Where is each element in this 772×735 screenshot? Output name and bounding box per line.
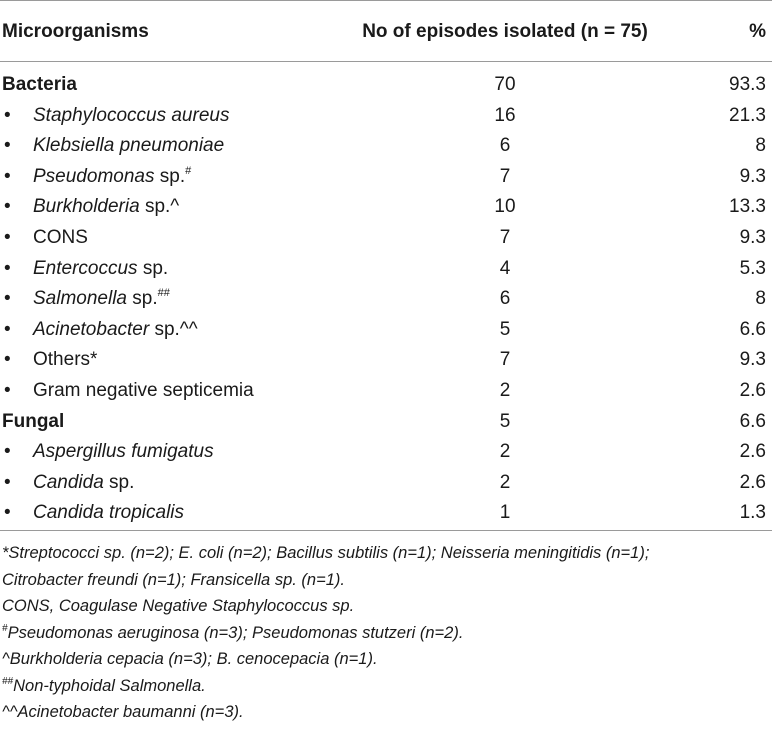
organism-name <box>33 436 214 467</box>
organism-name <box>33 314 198 345</box>
bullet-icon: • <box>4 257 11 279</box>
text-segment: # <box>2 622 8 634</box>
table-row <box>0 497 772 528</box>
episode-count: 2 <box>499 471 511 493</box>
episode-count: 5 <box>499 410 511 432</box>
table-row <box>0 100 772 131</box>
table-row <box>0 222 772 253</box>
episode-count: 7 <box>499 227 511 248</box>
percent-value: 2.6 <box>739 471 766 493</box>
text-segment: Staphylococcus aureus <box>33 104 230 126</box>
text-segment: Candida tropicalis <box>33 502 185 524</box>
organism-name <box>33 375 254 406</box>
episode-count: 16 <box>494 104 516 126</box>
text-segment: # <box>185 164 192 177</box>
table-row <box>0 436 772 467</box>
text-segment: ^Burkholderia cepacia (n=3); B. cenocepacia (n=1). <box>2 650 378 668</box>
table-row <box>0 283 772 314</box>
organism-name <box>33 344 97 375</box>
text-segment: Aspergillus fumigatus <box>33 441 214 463</box>
bullet-icon: • <box>4 349 11 371</box>
text-segment: Burkholderia <box>33 196 140 218</box>
table-row <box>0 314 772 345</box>
bullet-icon: • <box>4 227 11 248</box>
percent-value: 8 <box>755 288 766 310</box>
episode-count: 2 <box>499 380 511 401</box>
table-row <box>0 344 772 375</box>
organism-name <box>33 191 179 222</box>
bullet-icon: • <box>4 104 11 126</box>
text-segment: sp.^^ <box>149 318 198 340</box>
text-segment: ## <box>157 287 170 300</box>
percent-value: 2.6 <box>739 441 766 463</box>
table-row <box>0 467 772 498</box>
bullet-icon: • <box>4 135 11 157</box>
percent-value: 5.3 <box>739 257 766 279</box>
text-segment: ## <box>2 675 14 687</box>
table-row <box>0 253 772 284</box>
text-segment: Gram negative septicemia <box>33 380 254 401</box>
text-segment: Pseudomonas aeruginosa (n=3); Pseudomonas stutzeri (n=2). <box>7 623 464 642</box>
footnote-line <box>2 567 770 594</box>
percent-value: 6.6 <box>739 318 766 340</box>
footnote-line <box>2 593 770 620</box>
episode-count: 5 <box>499 318 511 340</box>
episode-count: 6 <box>499 135 511 157</box>
text-segment: sp. <box>127 288 158 310</box>
percent-value: 93.3 <box>729 74 766 95</box>
header-episodes: No of episodes isolated (n = 75) <box>362 21 648 42</box>
table-row <box>0 191 772 222</box>
text-segment: Entercoccus <box>33 257 138 279</box>
text-segment: sp.^ <box>139 196 180 218</box>
text-segment: Acinetobacter <box>33 318 150 340</box>
organism-name <box>33 283 170 314</box>
percent-value: 6.6 <box>739 410 766 432</box>
episode-count: 1 <box>499 502 511 524</box>
group-name <box>2 69 77 100</box>
bullet-icon: • <box>4 288 11 310</box>
header-percent: % <box>749 21 766 42</box>
group-name <box>2 406 64 437</box>
percent-value: 21.3 <box>729 104 766 126</box>
percent-value: 1.3 <box>739 502 766 524</box>
footnote-line <box>2 620 770 647</box>
group-row <box>0 406 772 437</box>
footnote-line <box>2 699 770 726</box>
bullet-icon: • <box>4 165 11 187</box>
text-segment: Others* <box>33 349 98 371</box>
text-segment: Candida <box>33 471 104 493</box>
text-segment: sp. <box>103 471 135 493</box>
text-segment: CONS, Coagulase Negative Staphylococcus sp. <box>2 597 355 615</box>
organism-name <box>33 497 184 528</box>
organism-name <box>33 467 134 498</box>
episode-count: 10 <box>494 196 516 218</box>
group-row <box>0 69 772 100</box>
table-row <box>0 130 772 161</box>
bullet-icon: • <box>4 318 11 340</box>
bullet-icon: • <box>4 502 11 524</box>
header-rule <box>0 61 772 62</box>
text-segment: Pseudomonas <box>33 165 155 187</box>
text-segment: Fungal <box>2 410 65 432</box>
bullet-icon: • <box>4 380 11 401</box>
header-organisms: Microorganisms <box>2 21 149 42</box>
bullet-icon: • <box>4 471 11 493</box>
text-segment: sp. <box>137 257 169 279</box>
footnote-line <box>2 540 770 567</box>
episode-count: 6 <box>499 288 511 310</box>
table-row <box>0 161 772 192</box>
text-segment: ^^Acinetobacter baumanni (n=3). <box>2 703 244 721</box>
header-row <box>0 16 772 47</box>
bullet-icon: • <box>4 196 11 218</box>
percent-value: 2.6 <box>739 380 766 401</box>
text-segment: Citrobacter freundi (n=1); Fransicella sp. (n=1). <box>2 570 345 589</box>
percent-value: 9.3 <box>739 349 766 371</box>
top-rule <box>0 0 772 1</box>
text-segment: *Streptococci sp. (n=2); E. coli (n=2); Bacillus subtilis (n=1); Neisseria meningitidis (n=1); <box>2 544 650 562</box>
episode-count: 7 <box>499 165 511 187</box>
percent-value: 13.3 <box>729 196 766 218</box>
footnote-line <box>2 673 770 700</box>
text-segment: CONS <box>33 227 88 248</box>
episode-count: 70 <box>494 74 516 95</box>
organism-name <box>33 222 88 253</box>
organism-name <box>33 100 229 131</box>
percent-value: 9.3 <box>739 165 766 187</box>
text-segment: sp. <box>154 165 186 187</box>
organism-name <box>33 130 224 161</box>
episode-count: 7 <box>499 349 511 371</box>
organism-name <box>33 161 191 192</box>
text-segment: Non-typhoidal Salmonella. <box>13 676 206 695</box>
percent-value: 8 <box>755 135 766 157</box>
footnotes <box>2 540 770 726</box>
footnote-line <box>2 646 770 673</box>
episode-count: 4 <box>499 257 511 279</box>
percent-value: 9.3 <box>739 227 766 248</box>
text-segment: Salmonella <box>33 288 127 310</box>
episode-count: 2 <box>499 441 511 463</box>
organism-name <box>33 253 168 284</box>
text-segment: Bacteria <box>2 74 77 95</box>
table-row <box>0 375 772 406</box>
bottom-rule <box>0 530 772 531</box>
bullet-icon: • <box>4 441 11 463</box>
text-segment: Klebsiella pneumoniae <box>33 135 225 157</box>
